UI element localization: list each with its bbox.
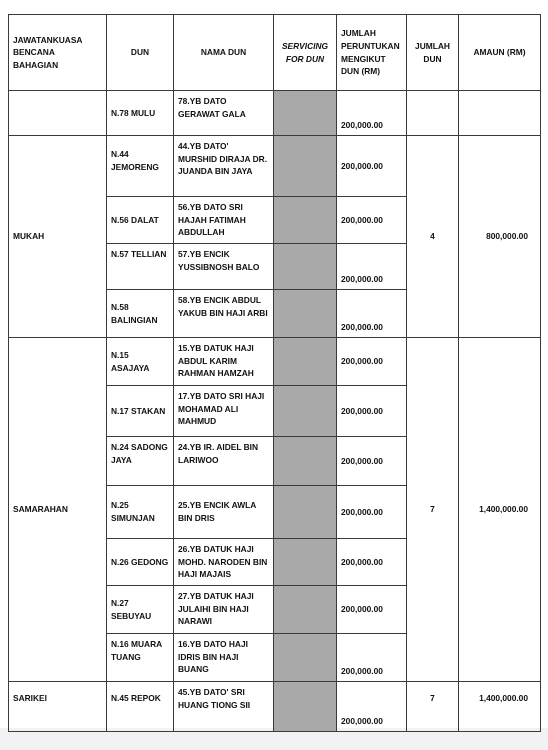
dun-cell: N.56 DALAT bbox=[107, 197, 174, 244]
jumlah-dun-samarahan: 7 bbox=[407, 338, 459, 682]
dun-cell: N.58 BALINGIAN bbox=[107, 290, 174, 338]
amaun-cell-empty bbox=[459, 91, 541, 136]
dun-cell: N.16 MUARA TUANG bbox=[107, 634, 174, 682]
header-row bbox=[9, 15, 541, 91]
table-row bbox=[9, 91, 541, 136]
servicing-cell bbox=[274, 244, 337, 290]
jumlah-cell: 200,000.00 bbox=[337, 437, 407, 486]
group-cell-samarahan: SAMARAHAN bbox=[9, 338, 107, 682]
nama-dun-cell: 56.YB DATO SRI HAJAH FATIMAH ABDULLAH bbox=[174, 197, 274, 244]
jumlah-cell: 200,000.00 bbox=[337, 91, 407, 136]
group-cell-sarikei: SARIKEI bbox=[9, 682, 107, 732]
nama-dun-cell: 57.YB ENCIK YUSSIBNOSH BALO bbox=[174, 244, 274, 290]
dun-cell: N.17 STAKAN bbox=[107, 386, 174, 437]
nama-dun-cell: 15.YB DATUK HAJI ABDUL KARIM RAHMAN HAMZAH bbox=[174, 338, 274, 386]
nama-dun-cell: 44.YB DATO' MURSHID DIRAJA DR. JUANDA BIN JAYA bbox=[174, 136, 274, 197]
header-jawatankuasa: JAWATANKUASA BENCANA BAHAGIAN bbox=[9, 15, 107, 91]
dun-cell: N.25 SIMUNJAN bbox=[107, 486, 174, 539]
jumlah-cell: 200,000.00 bbox=[337, 136, 407, 197]
allocation-table bbox=[8, 14, 541, 732]
group-cell-mukah: MUKAH bbox=[9, 136, 107, 338]
table-row bbox=[9, 682, 541, 732]
dun-cell: N.78 MULU bbox=[107, 91, 174, 136]
nama-dun-cell: 58.YB ENCIK ABDUL YAKUB BIN HAJI ARBI bbox=[174, 290, 274, 338]
nama-dun-cell: 26.YB DATUK HAJI MOHD. NARODEN BIN HAJI MAJAIS bbox=[174, 539, 274, 586]
servicing-cell bbox=[274, 682, 337, 732]
jumlah-cell: 200,000.00 bbox=[337, 586, 407, 634]
jumlah-dun-sarikei: 7 bbox=[407, 682, 459, 732]
amaun-sarikei: 1,400,000.00 bbox=[459, 682, 541, 732]
servicing-cell bbox=[274, 290, 337, 338]
nama-dun-cell: 25.YB ENCIK AWLA BIN DRIS bbox=[174, 486, 274, 539]
nama-dun-cell: 17.YB DATO SRI HAJI MOHAMAD ALI MAHMUD bbox=[174, 386, 274, 437]
table-row bbox=[9, 338, 541, 386]
servicing-cell bbox=[274, 91, 337, 136]
header-servicing: SERVICING FOR DUN bbox=[274, 15, 337, 91]
nama-dun-cell: 27.YB DATUK HAJI JULAIHI BIN HAJI NARAWI bbox=[174, 586, 274, 634]
dun-cell: N.45 REPOK bbox=[107, 682, 174, 732]
jumlah-cell: 200,000.00 bbox=[337, 634, 407, 682]
header-nama-dun: NAMA DUN bbox=[174, 15, 274, 91]
nama-dun-cell: 45.YB DATO' SRI HUANG TIONG SII bbox=[174, 682, 274, 732]
jumlah-dun-cell-empty bbox=[407, 91, 459, 136]
header-amaun: AMAUN (RM) bbox=[459, 15, 541, 91]
nama-dun-cell: 24.YB IR. AIDEL BIN LARIWOO bbox=[174, 437, 274, 486]
servicing-cell bbox=[274, 437, 337, 486]
servicing-cell bbox=[274, 197, 337, 244]
jumlah-cell: 200,000.00 bbox=[337, 197, 407, 244]
dun-cell: N.15 ASAJAYA bbox=[107, 338, 174, 386]
jumlah-cell: 200,000.00 bbox=[337, 244, 407, 290]
dun-cell: N.24 SADONG JAYA bbox=[107, 437, 174, 486]
header-jumlah-peruntukan: JUMLAH PERUNTUKAN MENGIKUT DUN (RM) bbox=[337, 15, 407, 91]
jumlah-cell: 200,000.00 bbox=[337, 539, 407, 586]
servicing-cell bbox=[274, 338, 337, 386]
jumlah-cell: 200,000.00 bbox=[337, 338, 407, 386]
jumlah-cell: 200,000.00 bbox=[337, 290, 407, 338]
servicing-cell bbox=[274, 486, 337, 539]
servicing-cell bbox=[274, 539, 337, 586]
dun-cell: N.44 JEMORENG bbox=[107, 136, 174, 197]
jumlah-cell: 200,000.00 bbox=[337, 386, 407, 437]
nama-dun-cell: 16.YB DATO HAJI IDRIS BIN HAJI BUANG bbox=[174, 634, 274, 682]
amaun-mukah: 800,000.00 bbox=[459, 136, 541, 338]
group-cell-empty bbox=[9, 91, 107, 136]
table-row bbox=[9, 136, 541, 197]
servicing-cell bbox=[274, 136, 337, 197]
servicing-cell bbox=[274, 386, 337, 437]
servicing-cell bbox=[274, 634, 337, 682]
nama-dun-cell: 78.YB DATO GERAWAT GALA bbox=[174, 91, 274, 136]
jumlah-dun-mukah: 4 bbox=[407, 136, 459, 338]
dun-cell: N.57 TELLIAN bbox=[107, 244, 174, 290]
jumlah-cell: 200,000.00 bbox=[337, 682, 407, 732]
header-jumlah-dun: JUMLAH DUN bbox=[407, 15, 459, 91]
jumlah-cell: 200,000.00 bbox=[337, 486, 407, 539]
servicing-cell bbox=[274, 586, 337, 634]
amaun-samarahan: 1,400,000.00 bbox=[459, 338, 541, 682]
dun-cell: N.26 GEDONG bbox=[107, 539, 174, 586]
header-dun: DUN bbox=[107, 15, 174, 91]
dun-cell: N.27 SEBUYAU bbox=[107, 586, 174, 634]
